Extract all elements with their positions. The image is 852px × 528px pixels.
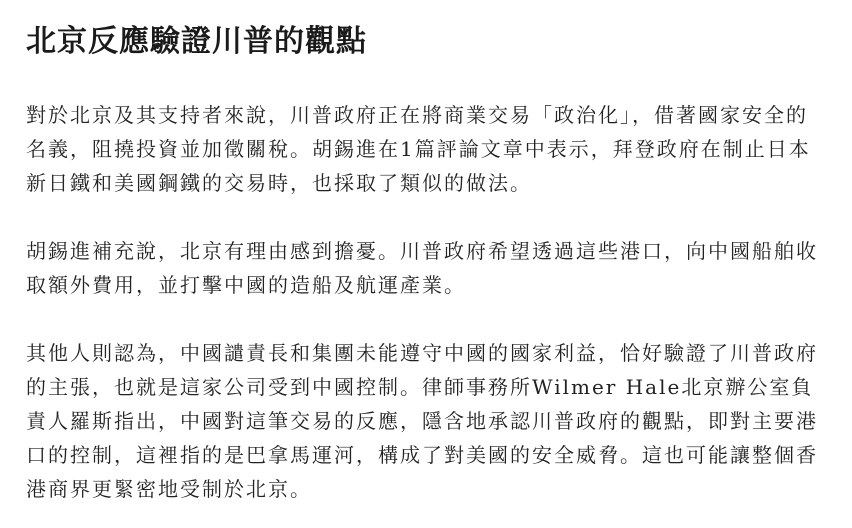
article-paragraph-2: 胡錫進補充說，北京有理由感到擔憂。川普政府希望透過這些港口，向中國船舶收取額外費用，並打擊中國的造船及航運產業。 — [26, 239, 818, 297]
article-title: 北京反應驗證川普的觀點 — [26, 24, 367, 59]
article-paragraph-3: 其他人則認為，中國譴責長和集團未能遵守中國的國家利益，恰好驗證了川普政府的主張，也就是這家公司受到中國控制。律師事務所Wilmer Hale北京辦公室負責人羅斯指出，中國對這筆交易的反應，隱含地承認川普政府的觀點，即對主要港口的控制，這裡指的是巴拿馬運河，構成了對美國的安全威脅。這也可能讓整個香港商界更緊密地受制於北京。 — [26, 341, 818, 501]
article — [26, 22, 824, 506]
article-paragraph-1: 對於北京及其支持者來說，川普政府正在將商業交易「政治化」，借著國家安全的名義，阻撓投資並加徵關稅。胡錫進在1篇評論文章中表示，拜登政府在制止日本新日鐵和美國鋼鐵的交易時，也採取了類似的做法。 — [26, 103, 811, 195]
